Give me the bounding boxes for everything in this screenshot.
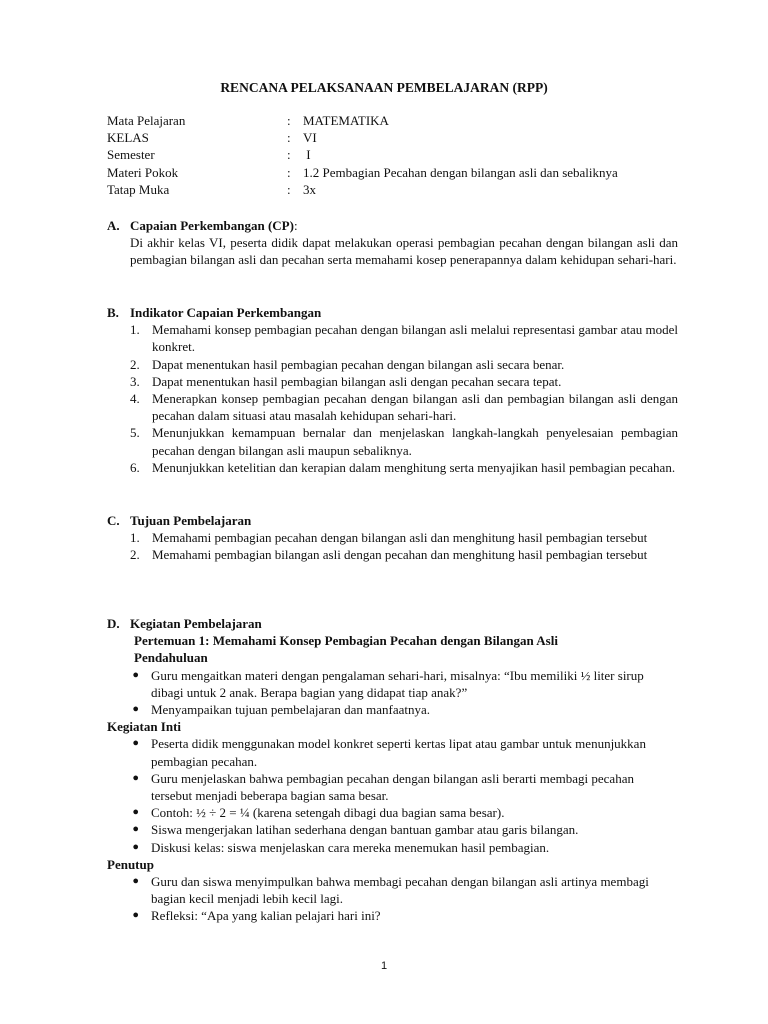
- info-value: I: [303, 147, 311, 163]
- penutup-heading: Penutup: [107, 856, 154, 872]
- section-heading: [107, 512, 678, 529]
- inti-list: [107, 735, 678, 855]
- list-item: [107, 839, 678, 856]
- item-text: Memahami konsep pembagian pecahan dengan bilangan asli melalui representasi gambar atau model konkret.: [152, 322, 678, 355]
- info-colon: :: [287, 181, 291, 197]
- item-number: 1.: [130, 530, 140, 546]
- list-item: [107, 424, 678, 458]
- item-number: 6.: [130, 459, 140, 475]
- info-value: VI: [303, 130, 317, 146]
- list-item: [107, 821, 678, 838]
- item-text: Menunjukkan kemampuan bernalar dan menjelaskan langkah-langkah penyelesaian pembagian pecahan dengan bilangan asli maupun sebaliknya.: [152, 425, 678, 458]
- info-colon: :: [287, 113, 291, 128]
- list-item: [107, 373, 678, 390]
- section-b: [107, 304, 678, 476]
- section-title-colon: :: [293, 218, 298, 233]
- indicator-list: [107, 321, 678, 476]
- info-value: 1.2 Pembagian Pecahan dengan bilangan asli dan sebaliknya: [303, 164, 618, 180]
- item-text: Diskusi kelas: siswa menjelaskan cara mereka menemukan hasil pembagian.: [151, 839, 550, 855]
- info-row-subject: [107, 112, 707, 129]
- section-heading: [107, 304, 678, 321]
- bullet-icon: ●: [132, 737, 139, 750]
- section-title: Tujuan Pembelajaran: [130, 513, 252, 528]
- item-text: Guru menjelaskan bahwa pembagian pecahan dengan bilangan asli berarti membagi pecahan tersebut menjadi beberapa bagian sama besar.: [151, 770, 634, 804]
- info-label: Materi Pokok: [107, 164, 179, 180]
- objective-list: [107, 529, 678, 563]
- bullet-icon: ●: [132, 668, 139, 681]
- item-number: 5.: [130, 425, 140, 441]
- section-c: [107, 512, 678, 564]
- list-item: [107, 907, 678, 924]
- list-item: [107, 459, 678, 476]
- section-heading: [107, 615, 678, 632]
- section-a: [107, 217, 678, 269]
- cp-paragraph: Di akhir kelas VI, peserta didik dapat melakukan operasi pembagian pecahan dengan bilangan asli dan pembagian bilangan asli dan pecahan serta memahami kosep penerapannya dalam kehidupan sehari-hari.: [130, 235, 678, 268]
- item-number: 3.: [130, 373, 140, 389]
- info-value: 3x: [303, 181, 316, 197]
- document-title: RENCANA PELAKSANAAN PEMBELAJARAN (RPP): [220, 80, 548, 95]
- section-letter: A.: [107, 218, 120, 233]
- info-label: KELAS: [107, 130, 149, 146]
- item-text: Peserta didik menggunakan model konkret seperti kertas lipat atau gambar untuk menunjukkan pembagian pecahan.: [151, 736, 646, 769]
- section-title: [130, 217, 298, 234]
- list-item: [107, 701, 678, 718]
- info-colon: :: [287, 130, 291, 146]
- item-text: Dapat menentukan hasil pembagian bilangan asli dengan pecahan secara tepat.: [152, 373, 562, 389]
- list-item: [107, 804, 678, 821]
- list-item: [107, 321, 678, 355]
- list-item: [107, 356, 678, 373]
- bullet-icon: ●: [132, 823, 139, 836]
- item-text: Siswa mengerjakan latihan sederhana dengan bantuan gambar atau garis bilangan.: [151, 822, 579, 838]
- section-title: Indikator Capaian Perkembangan: [130, 305, 322, 320]
- info-label: Tatap Muka: [107, 181, 170, 197]
- section-letter: C.: [107, 513, 120, 528]
- list-item: [107, 873, 678, 907]
- list-item: [107, 735, 678, 769]
- bullet-icon: ●: [132, 875, 139, 888]
- item-text: Menunjukkan ketelitian dan kerapian dalam menghitung serta menyajikan hasil pembagian pecahan.: [152, 459, 676, 475]
- item-number: 2.: [130, 547, 140, 563]
- bullet-icon: ●: [132, 703, 139, 716]
- bullet-icon: ●: [132, 771, 139, 784]
- section-title-text: Capaian Perkembangan (CP): [130, 218, 294, 233]
- item-text: Guru mengaitkan materi dengan pengalaman sehari-hari, misalnya: “Ibu memiliki ½ liter sirup dibagi untuk 2 anak. Berapa bagian yang didapat tiap anak?”: [151, 667, 644, 700]
- bullet-icon: ●: [132, 909, 139, 922]
- info-row-topic: [107, 164, 707, 181]
- item-number: 1.: [130, 322, 140, 338]
- meeting-title: Pertemuan 1: Memahami Konsep Pembagian Pecahan dengan Bilangan Asli: [134, 633, 558, 649]
- page-number: 1: [380, 960, 388, 972]
- item-text: Dapat menentukan hasil pembagian pecahan dengan bilangan asli secara benar.: [152, 356, 565, 372]
- list-item: [107, 667, 678, 701]
- item-text: Contoh: ½ ÷ 2 = ¼ (karena setengah dibagi dua bagian sama besar).: [151, 805, 505, 821]
- pendahuluan-list: [107, 667, 678, 719]
- bullet-icon: ●: [132, 840, 139, 853]
- list-item: [107, 529, 678, 546]
- info-table: [107, 112, 707, 198]
- section-letter: D.: [107, 616, 120, 631]
- penutup-list: [107, 873, 678, 925]
- item-text: Refleksi: “Apa yang kalian pelajari hari ini?: [151, 908, 381, 924]
- list-item: [107, 546, 678, 563]
- inti-heading: Kegiatan Inti: [107, 719, 182, 735]
- item-text: Memahami pembagian pecahan dengan bilangan asli dan menghitung hasil pembagian tersebut: [152, 530, 648, 546]
- item-text: Menerapkan konsep pembagian pecahan dengan bilangan asli dan pembagian bilangan asli dengan pecahan dalam situasi atau masalah kehidupan sehari-hari.: [152, 391, 678, 424]
- item-text: Guru dan siswa menyimpulkan bahwa membagi pecahan dengan bilangan asli artinya membagi bagian kecil menjadi lebih kecil lagi.: [151, 874, 649, 907]
- item-number: 4.: [130, 391, 140, 407]
- section-heading: [107, 217, 678, 234]
- section-d: [107, 615, 678, 925]
- section-title: Kegiatan Pembelajaran: [130, 616, 262, 631]
- info-row-class: [107, 129, 707, 146]
- info-row-sessions: [107, 181, 707, 198]
- list-item: [107, 770, 678, 804]
- info-row-semester: [107, 146, 707, 163]
- list-item: [107, 390, 678, 424]
- info-colon: :: [287, 147, 291, 163]
- info-label: Mata Pelajaran: [107, 113, 186, 128]
- info-label: Semester: [107, 147, 155, 163]
- bullet-icon: ●: [132, 806, 139, 819]
- section-letter: B.: [107, 305, 119, 320]
- item-number: 2.: [130, 356, 140, 372]
- item-text: Memahami pembagian bilangan asli dengan pecahan dan menghitung hasil pembagian tersebut: [152, 547, 648, 563]
- pendahuluan-heading: Pendahuluan: [134, 650, 208, 666]
- info-colon: :: [287, 164, 291, 180]
- item-text: Menyampaikan tujuan pembelajaran dan manfaatnya.: [151, 702, 431, 718]
- info-value: MATEMATIKA: [303, 113, 389, 128]
